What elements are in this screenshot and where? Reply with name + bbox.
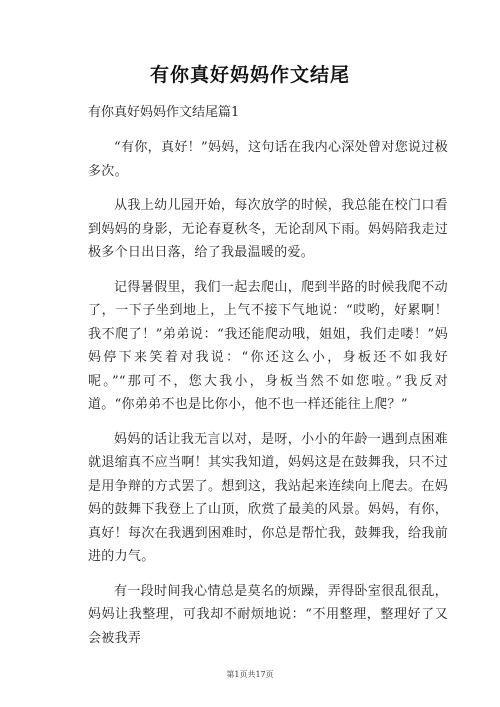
paragraph: “有你，真好！”妈妈，这句话在我内心深处曾对您说过极多次。 [88,140,448,179]
paragraph: 记得暑假里，我们一起去爬山，爬到半路的时候我爬不动了，一下子坐到地上，上气不接下气地说：“哎哟，好累啊！我不爬了！”弟弟说：“我还能爬动哦，姐姐，我们走喽！”妈妈停下来笑着对我说：“你还这么小，身板还不如我好呢。”“那可不，您大我小，身板当然不如您啦。”我反对道。“你弟弟不也是比你小，他不也一样还能往上爬？” [88,279,448,412]
document-title: 有你真好妈妈作文结尾 [149,64,350,86]
paragraph: 从我上幼儿园开始，每次放学的时候，我总能在校门口看到妈妈的身影，无论春夏秋冬，无论刮风下雨。妈妈陪我走过极多个日出日落，给了我最温暖的爱。 [88,198,448,260]
paragraph: 有一段时间我心情总是莫名的烦躁，弄得卧室很乱很乱，妈妈让我整理，可我却不耐烦地说：“不用整理，整理好了又会被我弄 [88,583,448,646]
page-footer: 第1页共17页 [226,670,274,679]
section-heading: 有你真好妈妈作文结尾篇1 [88,105,240,120]
paragraph: 妈妈的话让我无言以对，是呀，小小的年龄一遇到点困难就退缩真不应当啊！其实我知道，妈妈这是在鼓舞我，只不过是用争辩的方式罢了。想到这，我站起来连续向上爬去。在妈妈的鼓舞下我登上了山顶，欣赏了最美的风景。妈妈，有你，真好！每次在我遇到困难时，你总是帮忙我，鼓舞我，给我前进的力气。 [88,431,448,564]
document-body [88,136,448,661]
